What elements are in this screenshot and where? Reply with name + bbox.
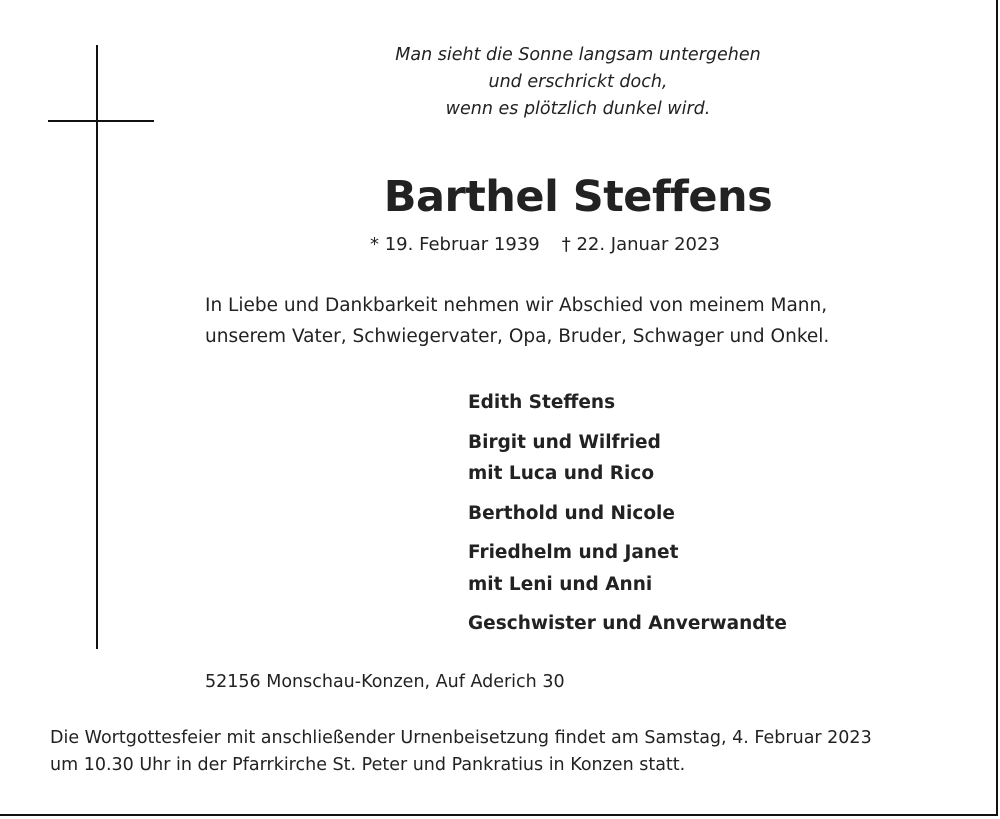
mourner-group (468, 498, 898, 530)
mourner-line: mit Luca und Rico (468, 463, 655, 484)
mourner-line: mit Leni und Anni (468, 573, 653, 595)
service-notice (50, 725, 950, 779)
mourner-line: Berthold und Nicole (468, 502, 675, 524)
death-date: † 22. Januar 2023 (561, 234, 720, 255)
life-dates (370, 231, 720, 259)
mourner-line: Birgit und Wilfried (468, 431, 661, 453)
motto-line: und erschrickt doch, (488, 72, 668, 92)
mourner-group (468, 387, 898, 419)
farewell-line: In Liebe und Dankbarkeit nehmen wir Abschied von meinem Mann, (205, 295, 828, 316)
farewell-text (205, 290, 935, 352)
motto-verse (330, 42, 826, 123)
family-address: 52156 Monschau-Konzen, Auf Aderich 30 (205, 672, 565, 692)
motto-line: wenn es plötzlich dunkel wird. (445, 99, 711, 119)
mourner-line: Geschwister und Anverwandte (468, 613, 787, 634)
farewell-line: unserem Vater, Schwiegervater, Opa, Bruder, Schwager und Onkel. (205, 326, 830, 347)
service-notice-line: Die Wortgottesfeier mit anschließender Urnenbeisetzung findet am Samstag, 4. Februar 2023 (50, 728, 872, 748)
mourner-group (468, 537, 898, 600)
mourner-group (468, 427, 898, 490)
service-notice-line: um 10.30 Uhr in der Pfarrkirche St. Peter und Pankratius in Konzen statt. (50, 755, 686, 775)
motto-line: Man sieht die Sonne langsam untergehen (395, 45, 761, 65)
cross-horizontal-bar (48, 120, 154, 122)
mourner-line: Friedhelm und Janet (468, 542, 679, 563)
mourner-group (468, 608, 898, 640)
mourner-line: Edith Steffens (468, 392, 616, 413)
birth-date: * 19. Februar 1939 (370, 234, 540, 255)
mourners-list (468, 387, 898, 648)
deceased-name: Barthel Steffens (383, 172, 773, 222)
cross-vertical-bar (96, 45, 98, 649)
